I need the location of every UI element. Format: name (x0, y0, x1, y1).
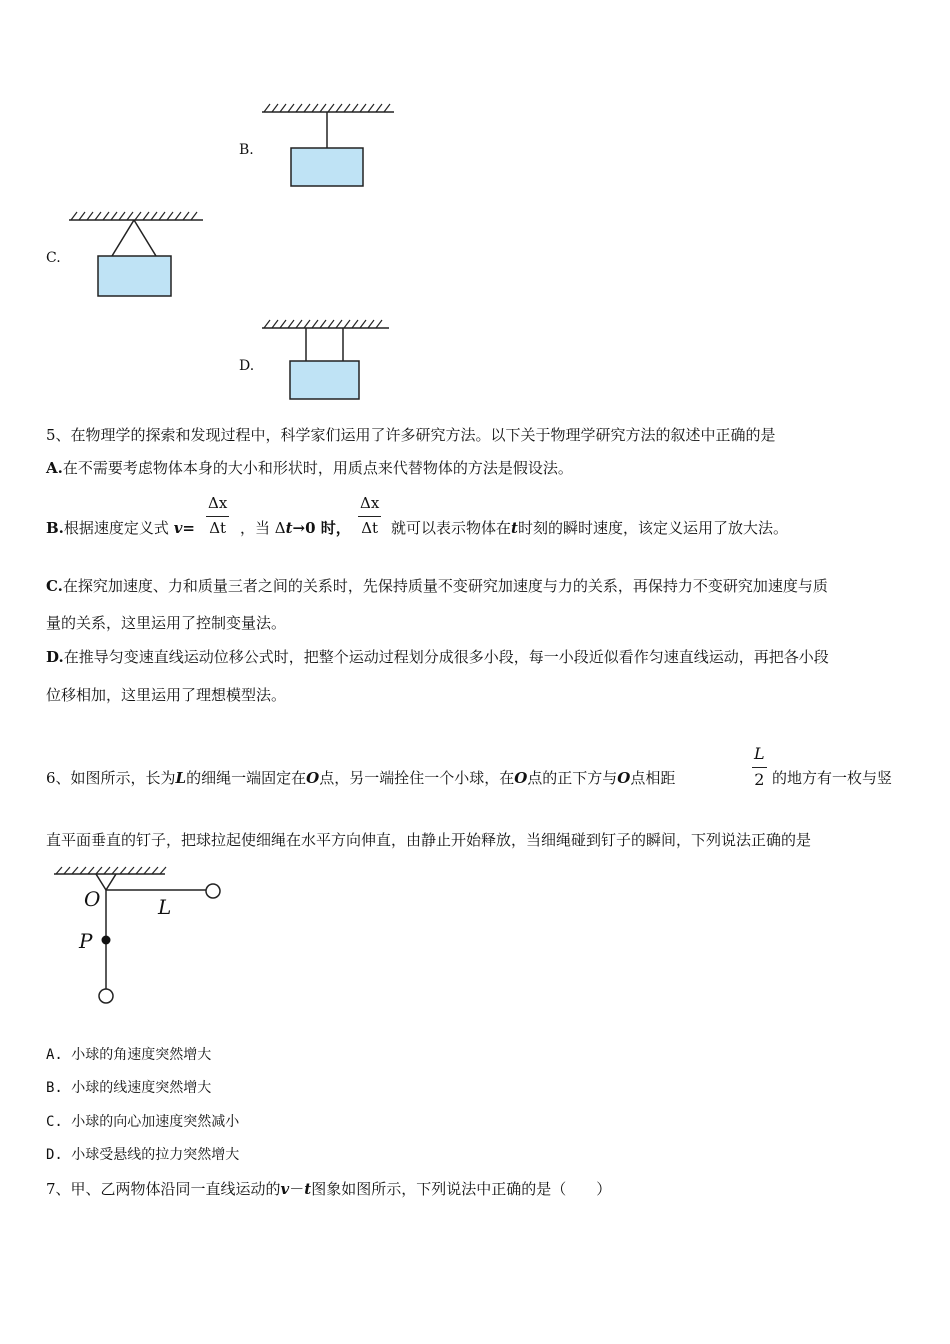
stem-text: 点的正下方与 (527, 769, 618, 787)
option-text: 就可以表示物体在 (391, 519, 512, 537)
stem-text: 的细绳一端固定在 (186, 769, 307, 787)
label-O: O (84, 887, 101, 911)
label-P: P (79, 929, 93, 953)
stem-text: 6、如图所示，长为 (46, 769, 176, 787)
fraction-numerator: Δx (206, 496, 229, 517)
option-text: 在推导匀变速直线运动位移公式时，把整个运动过程划分成很多小段，每一小段近似看作匀速直线运动，再把各小段 (63, 648, 829, 666)
var-O: O (617, 769, 631, 787)
option-text: 在探究加速度、力和质量三者之间的关系时，先保持质量不变研究加速度与力的关系，再保持力不变研究加速度与质 (62, 577, 828, 595)
q6-stem-line1-end: 的地方有一枚与竖 (772, 769, 893, 787)
option-text: 时刻的瞬时速度，该定义运用了放大法。 (517, 519, 788, 537)
option-letter: B. (46, 519, 64, 537)
stem-text: 点相距 (630, 769, 676, 787)
q6-option-d: D. 小球受悬线的拉力突然增大 (46, 1147, 240, 1163)
stem-text: 图象如图所示，下列说法中正确的是（ ） (311, 1180, 612, 1198)
fraction-numerator: Δx (358, 496, 381, 517)
option-letter: D. (46, 648, 64, 666)
option-letter: C. (46, 577, 63, 595)
var-t: t (285, 519, 293, 537)
stem-text: 7、甲、乙两物体沿同一直线运动的 (46, 1180, 281, 1198)
option-text: 在不需要考虑物体本身的大小和形状时，用质点来代替物体的方法是假设法。 (62, 459, 573, 477)
q6-stem-line2: 直平面垂直的钉子，把球拉起使细绳在水平方向伸直，由静止开始释放，当细绳碰到钉子的瞬间，下列说法正确的是 (46, 831, 812, 849)
q6-option-a: A. 小球的角速度突然增大 (46, 1047, 212, 1063)
q6-option-c: C. 小球的向心加速度突然减小 (46, 1114, 240, 1130)
var-O: O (306, 769, 320, 787)
stem-text: 点，另一端拴住一个小球，在 (319, 769, 515, 787)
fraction-numerator: L (752, 746, 767, 768)
dash: － (289, 1180, 305, 1198)
q6-option-b: B. 小球的线速度突然增大 (46, 1080, 212, 1096)
var-t: t (511, 519, 518, 537)
figure-label-d: D. (239, 358, 255, 374)
equals-sign: = (182, 519, 195, 537)
option-letter: A. (46, 459, 63, 477)
arrow-text: →0 时， (292, 519, 351, 537)
fraction-denominator: Δt (361, 519, 379, 537)
var-t: t (304, 1180, 312, 1198)
figure-label-b: B. (239, 142, 254, 158)
q5-option-d-line2: 位移相加，这里运用了理想模型法。 (46, 686, 287, 704)
q5-option-c-line2: 量的关系，这里运用了控制变量法。 (46, 614, 287, 632)
label-L: L (158, 895, 172, 919)
q7-stem (46, 1182, 611, 1197)
option-text: ，当 Δ (240, 519, 286, 537)
fraction-denominator: 2 (754, 770, 765, 789)
option-text: 根据速度定义式 (63, 519, 169, 537)
q5-stem: 5、在物理学的探索和发现过程中，科学家们运用了许多研究方法。以下关于物理学研究方法的叙述中正确的是 (46, 426, 776, 444)
var-L: L (175, 769, 187, 787)
var-v: v (173, 519, 183, 537)
fraction-denominator: Δt (209, 519, 227, 537)
figure-label-c: C. (46, 250, 61, 266)
var-v: v (280, 1180, 290, 1198)
var-O: O (514, 769, 528, 787)
